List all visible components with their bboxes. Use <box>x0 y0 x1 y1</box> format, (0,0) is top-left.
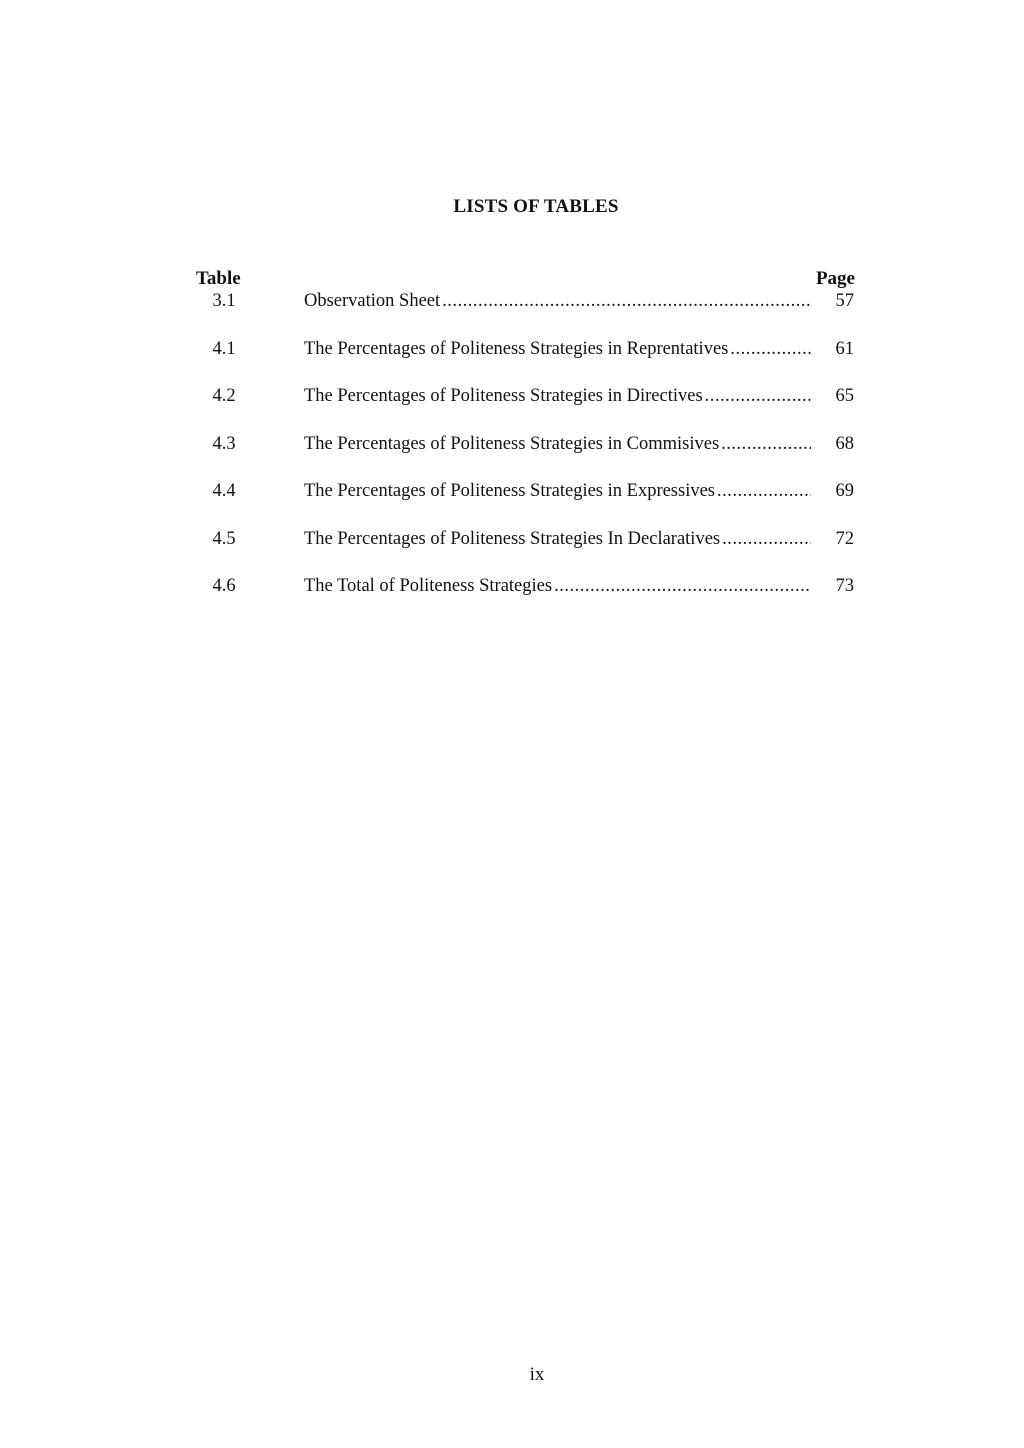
toc-row <box>0 339 1024 363</box>
dot-leader <box>717 481 811 502</box>
table-title: The Percentages of Politeness Strategies In Declaratives <box>304 529 721 549</box>
toc-row <box>0 386 1024 410</box>
table-number: 4.5 <box>212 529 236 549</box>
table-entry <box>304 291 811 312</box>
toc-row <box>0 576 1024 600</box>
table-page: 68 <box>835 434 854 454</box>
dot-leader <box>721 434 811 455</box>
table-title: The Percentages of Politeness Strategies in Reprentatives <box>304 339 729 359</box>
table-entry <box>304 576 811 597</box>
toc-row <box>0 434 1024 458</box>
dot-leader <box>705 386 811 407</box>
table-page: 61 <box>835 339 854 359</box>
table-entry <box>304 386 811 407</box>
table-entry <box>304 339 811 360</box>
page-number: ix <box>529 1364 545 1385</box>
table-page: 65 <box>835 386 854 406</box>
column-header-table: Table <box>196 268 241 289</box>
toc-row <box>0 291 1024 315</box>
table-page: 72 <box>835 529 854 549</box>
table-number: 4.2 <box>212 386 236 406</box>
page-title: LISTS OF TABLES <box>453 196 619 217</box>
table-title: The Percentages of Politeness Strategies in Expressives <box>304 481 716 501</box>
table-title: The Percentages of Politeness Strategies in Commisives <box>304 434 720 454</box>
table-page: 57 <box>835 291 854 311</box>
toc-row <box>0 529 1024 553</box>
table-number: 3.1 <box>212 291 236 311</box>
dot-leader <box>730 339 811 360</box>
toc-row <box>0 481 1024 505</box>
table-entry <box>304 481 811 502</box>
table-title: Observation Sheet <box>304 291 441 311</box>
dot-leader <box>722 529 811 550</box>
column-header-page: Page <box>815 268 855 289</box>
table-entry <box>304 529 811 550</box>
table-number: 4.6 <box>212 576 236 596</box>
table-number: 4.1 <box>212 339 236 359</box>
dot-leader <box>554 576 811 597</box>
table-title: The Percentages of Politeness Strategies in Directives <box>304 386 703 406</box>
table-page: 69 <box>835 481 854 501</box>
table-number: 4.4 <box>212 481 236 501</box>
table-page: 73 <box>835 576 854 596</box>
table-entry <box>304 434 811 455</box>
dot-leader <box>442 291 811 312</box>
table-title: The Total of Politeness Strategies <box>304 576 553 596</box>
table-number: 4.3 <box>212 434 236 454</box>
